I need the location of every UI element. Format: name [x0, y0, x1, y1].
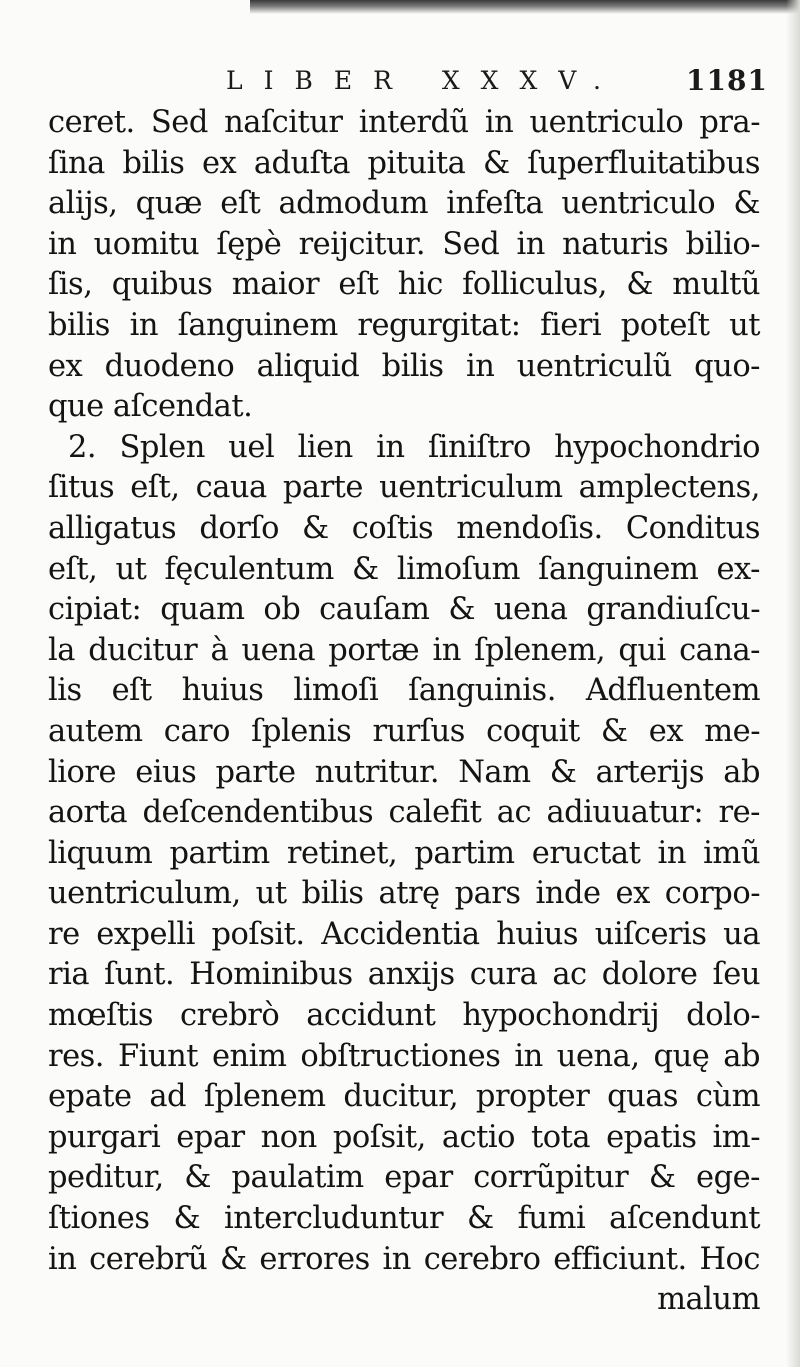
text-line: mœſtis crebrò accidunt hypochondrij dolo-	[48, 998, 760, 1034]
text-line: alligatus dorſo & coſtis mendoſis. Conditus	[48, 510, 760, 546]
text-line: in uomitu ſępè reijcitur. Sed in naturis bilio-	[48, 226, 760, 262]
text-line: ſina bilis ex aduſta pituita & ſuperfluitatibus	[48, 145, 760, 181]
text-line: ria ſunt. Hominibus anxijs cura ac dolore ſeu	[48, 957, 760, 993]
text-line: ex duodeno aliquid bilis in uentriculũ quo-	[48, 348, 760, 384]
running-title: LIBER XXXV.	[226, 66, 622, 95]
text-line: purgari epar non poſsit, actio tota epatis im-	[48, 1119, 760, 1155]
text-line: epate ad ſplenem ducitur, propter quas cùm	[48, 1079, 760, 1115]
text-line: liquum partim retinet, partim eructat in imũ	[48, 835, 760, 871]
catchword: malum	[657, 1282, 760, 1318]
text-line: autem caro ſplenis rurſus coquit & ex me-	[48, 713, 760, 749]
text-line: re expelli poſsit. Accidentia huius uiſceris ua	[48, 916, 760, 952]
body-text	[48, 103, 760, 1321]
text-line: aorta deſcendentibus calefit ac adiuuatur: re-	[48, 795, 760, 831]
text-line: ceret. Sed naſcitur interdũ in uentriculo pra-	[48, 105, 760, 140]
page-edge-right	[786, 0, 800, 1367]
text-line: liore eius parte nutritur. Nam & arterijs ab	[48, 754, 760, 790]
text-line: que aſcendat.	[48, 389, 253, 425]
text-line: eſt, ut fęculentum & limoſum ſanguinem ex-	[48, 551, 760, 587]
text-line: ſitus eſt, caua parte uentriculum amplectens,	[48, 470, 760, 506]
text-line: res. Fiunt enim obſtructiones in uena, quę ab	[48, 1038, 760, 1074]
text-line: lis eſt huius limoſi ſanguinis. Adfluentem	[48, 673, 760, 709]
text-line: ſtiones & intercluduntur & fumi aſcendunt	[48, 1201, 760, 1237]
text-line: ſis, quibus maior eſt hic folliculus, & multũ	[48, 267, 760, 303]
paragraph-start-line: 2. Splen uel lien in ſiniſtro hypochondrio	[68, 429, 760, 465]
running-head	[0, 66, 800, 106]
text-line: in cerebrũ & errores in cerebro efficiunt. Hoc	[48, 1241, 760, 1277]
text-line: alijs, quæ eſt admodum infeſta uentriculo &	[48, 186, 760, 222]
text-line: bilis in ſanguinem regurgitat: fieri poteſt ut	[48, 307, 760, 343]
text-line: cipiat: quam ob cauſam & uena grandiuſcu-	[48, 592, 760, 628]
scan-shadow-top	[250, 0, 800, 14]
text-line: la ducitur à uena portæ in ſplenem, qui cana-	[48, 632, 760, 668]
page-number: 1181	[686, 64, 768, 97]
text-line: uentriculum, ut bilis atrę pars inde ex corpo-	[48, 876, 760, 912]
text-line: peditur, & paulatim epar corrũpitur & ege-	[48, 1160, 760, 1196]
